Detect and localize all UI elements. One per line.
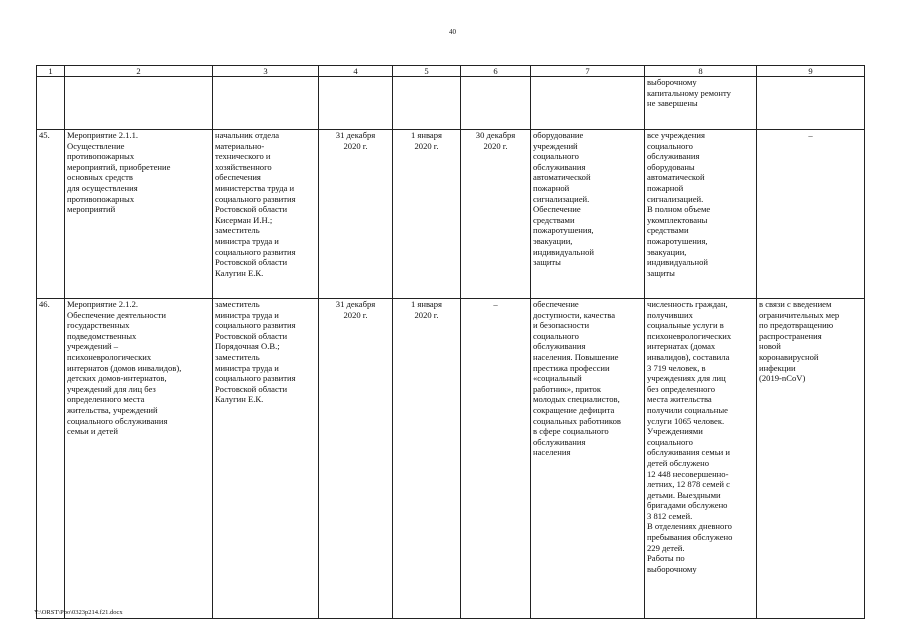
header-cell: 8 <box>645 66 757 77</box>
cell-text-line: эвакуации, <box>533 235 573 246</box>
cell-text-line: противопожарных <box>67 151 135 162</box>
table-cell-col1 <box>37 130 65 299</box>
cell-text-line: 30 декабря <box>475 130 516 140</box>
cell-text-line: населения. Повышение <box>533 351 619 362</box>
cell-text-line: социального обслуживания <box>67 415 168 426</box>
cell-text-line: 45. <box>39 130 50 140</box>
cell-text-line: министерства труда и <box>215 182 295 193</box>
header-cell: 1 <box>37 66 65 77</box>
cell-text-line: выборочному <box>647 563 697 574</box>
cell-text-line: интернатов (домов инвалидов), <box>67 362 182 373</box>
cell-text-line: услуги 1065 человек. <box>647 415 725 426</box>
cell-text-line: Обеспечение деятельности <box>67 309 167 320</box>
cell-text-line: численность граждан, <box>647 299 728 309</box>
header-cell: 7 <box>531 66 645 77</box>
cell-text-line: социальных работников <box>533 415 621 426</box>
cell-text-line: и безопасности <box>533 320 590 331</box>
cell-text-line: В отделениях дневного <box>647 521 732 532</box>
cell-text-line: сигнализацией. <box>647 193 704 204</box>
cell-text-line: коронавирусной <box>759 351 819 362</box>
table-cell-col3 <box>213 77 319 130</box>
cell-text-line: 2020 г. <box>343 309 368 320</box>
cell-text-line: Ростовской области <box>215 257 288 268</box>
header-cell: 9 <box>757 66 865 77</box>
cell-text-line: «социальный <box>533 373 582 384</box>
table-cell-col1 <box>37 299 65 619</box>
table-row <box>37 77 865 130</box>
header-cell: 5 <box>393 66 461 77</box>
cell-text-line: Калугин Е.К. <box>215 394 264 405</box>
cell-text-line: бригадами обслужено <box>647 500 728 511</box>
header-cell: 2 <box>65 66 213 77</box>
cell-text-line: индивидуальной <box>533 246 594 257</box>
table-row <box>37 299 865 619</box>
cell-text-line: детей обслужено <box>647 457 709 468</box>
table-cell-col8 <box>645 77 757 130</box>
cell-text-line: выборочному <box>647 77 697 87</box>
cell-text-line: министра труда и <box>215 235 279 246</box>
cell-text-line: хозяйственного <box>215 161 272 172</box>
cell-text-line: для осуществления <box>67 182 138 193</box>
cell-text-line: подведомственных <box>67 330 137 341</box>
cell-text-line: пожарной <box>533 182 570 193</box>
cell-text-line: пожаротушения, <box>647 235 708 246</box>
cell-text-line: Мероприятие 2.1.2. <box>67 299 139 309</box>
table-cell-col5 <box>393 77 461 130</box>
cell-text-line: социального <box>647 140 693 151</box>
cell-text-line: Кисерман И.Н.; <box>215 214 273 225</box>
cell-text-line: социального развития <box>215 246 296 257</box>
page-number: 40 <box>449 28 456 36</box>
table-cell-col1 <box>37 77 65 130</box>
header-row <box>37 66 865 77</box>
cell-text-line: заместитель <box>215 299 260 309</box>
cell-text-line: учреждениях для лиц <box>647 373 726 384</box>
cell-text-line: распространения <box>759 330 822 341</box>
table-cell-col6 <box>461 299 531 619</box>
cell-text-line: государственных <box>67 320 130 331</box>
cell-text-line: материально- <box>215 140 265 151</box>
cell-text-line: места жительства <box>647 394 712 405</box>
cell-text-line: 2020 г. <box>414 140 439 151</box>
table-cell-col9 <box>757 130 865 299</box>
header-cell: 4 <box>319 66 393 77</box>
cell-text-line: социального <box>533 151 579 162</box>
cell-text-line: определенного места <box>67 394 145 405</box>
table-cell-col5 <box>393 130 461 299</box>
cell-text-line: сокращение дефицита <box>533 404 615 415</box>
cell-text-line: 12 448 несовершенно- <box>647 468 729 479</box>
cell-text-line: 2020 г. <box>343 140 368 151</box>
cell-text-line: 3 812 семей. <box>647 510 693 521</box>
cell-text-line: социального развития <box>215 320 296 331</box>
table-cell-col6 <box>461 77 531 130</box>
cell-text-line: Учреждениями <box>647 426 703 437</box>
cell-text-line: автоматической <box>533 172 591 183</box>
cell-text-line: обслуживания семьи и <box>647 447 730 458</box>
cell-text-line: (2019-nCoV) <box>759 373 806 384</box>
cell-text-line: населения <box>533 447 571 458</box>
cell-text-line: сигнализацией. <box>533 193 590 204</box>
cell-text-line: 2020 г. <box>414 309 439 320</box>
cell-text-line: в связи с введением <box>759 299 832 309</box>
cell-text-line: психоневрологических <box>647 330 732 341</box>
cell-text-line: жительства, учреждений <box>67 404 158 415</box>
cell-text-line: 1 января <box>410 130 442 140</box>
table-cell-col7 <box>531 130 645 299</box>
cell-text-line: оборудование <box>533 130 584 140</box>
cell-text-line: обслуживания <box>533 161 586 172</box>
table-cell-col3 <box>213 130 319 299</box>
cell-text-line: детских домов-интернатов, <box>67 373 167 384</box>
cell-text-line: учреждений <box>533 140 578 151</box>
cell-text-line: оборудованы <box>647 161 695 172</box>
cell-text-line: получивших <box>647 309 693 320</box>
cell-text-line: Обеспечение <box>533 204 581 215</box>
table-cell-col2 <box>65 130 213 299</box>
cell-text-line: социального развития <box>215 373 296 384</box>
cell-text-line: не завершены <box>647 98 698 109</box>
cell-text-line: основных средств <box>67 172 133 183</box>
cell-text-line: без определенного <box>647 383 716 394</box>
cell-text-line: 229 детей. <box>647 542 685 553</box>
cell-text-line: капитальному ремонту <box>647 87 731 98</box>
cell-text-line: получили социальные <box>647 404 728 415</box>
cell-text-line: по предотвращению <box>759 320 834 331</box>
table-cell-col4 <box>319 77 393 130</box>
cell-text-line: все учреждения <box>647 130 705 140</box>
cell-text-line: – <box>808 130 813 140</box>
cell-text-line: индивидуальной <box>647 257 708 268</box>
cell-text-line: Осуществление <box>67 140 125 151</box>
cell-text-line: заместитель <box>215 225 260 236</box>
cell-text-line: пребывания обслужено <box>647 532 733 543</box>
measures-table <box>36 65 865 619</box>
cell-text-line: средствами <box>647 225 689 236</box>
file-path-footer: Y:\ORST\Ppo\0323p214.f21.docx <box>34 609 123 616</box>
cell-text-line: Ростовской области <box>215 204 288 215</box>
cell-text-line: министра труда и <box>215 362 279 373</box>
cell-text-line: мероприятий, приобретение <box>67 161 171 172</box>
table-cell-col5 <box>393 299 461 619</box>
cell-text-line: министра труда и <box>215 309 279 320</box>
table-cell-col6 <box>461 130 531 299</box>
cell-text-line: автоматической <box>647 172 705 183</box>
cell-text-line: работник», приток <box>533 383 601 394</box>
table-row <box>37 130 865 299</box>
cell-text-line: инфекции <box>759 362 796 373</box>
table-cell-col8 <box>645 130 757 299</box>
cell-text-line: инвалидов), составила <box>647 351 730 362</box>
cell-text-line: 31 декабря <box>335 130 376 140</box>
cell-text-line: социальные услуги в <box>647 320 724 331</box>
cell-text-line: технического и <box>215 151 271 162</box>
table-cell-col9 <box>757 77 865 130</box>
cell-text-line: средствами <box>533 214 575 225</box>
cell-text-line: Ростовской области <box>215 383 288 394</box>
cell-text-line: обеспечение <box>533 299 579 309</box>
cell-text-line: психоневрологических <box>67 351 152 362</box>
cell-text-line: интернатах (домах <box>647 341 716 352</box>
cell-text-line: – <box>493 299 498 309</box>
cell-text-line: Калугин Е.К. <box>215 267 264 278</box>
cell-text-line: эвакуации, <box>647 246 687 257</box>
table-cell-col9 <box>757 299 865 619</box>
cell-text-line: социального <box>533 330 579 341</box>
table-cell-col4 <box>319 299 393 619</box>
cell-text-line: семьи и детей <box>67 426 118 437</box>
cell-text-line: начальник отдела <box>215 130 280 140</box>
table-cell-col8 <box>645 299 757 619</box>
cell-text-line: детьми. Выездными <box>647 489 721 500</box>
table-cell-col2 <box>65 77 213 130</box>
cell-text-line: новой <box>759 341 781 352</box>
header-cell: 3 <box>213 66 319 77</box>
cell-text-line: защиты <box>647 267 675 278</box>
cell-text-line: учреждений для лиц без <box>67 383 156 394</box>
cell-text-line: в сфере социального <box>533 426 609 437</box>
cell-text-line: защиты <box>533 257 561 268</box>
cell-text-line: престижа профессии <box>533 362 610 373</box>
cell-text-line: молодых специалистов, <box>533 394 620 405</box>
cell-text-line: обслуживания <box>647 151 700 162</box>
cell-text-line: Работы по <box>647 553 685 564</box>
cell-text-line: 31 декабря <box>335 299 376 309</box>
cell-text-line: противопожарных <box>67 193 135 204</box>
cell-text-line: заместитель <box>215 351 260 362</box>
table-cell-col4 <box>319 130 393 299</box>
cell-text-line: 3 719 человек, в <box>647 362 706 373</box>
cell-text-line: Мероприятие 2.1.1. <box>67 130 139 140</box>
cell-text-line: пожаротушения, <box>533 225 594 236</box>
cell-text-line: В полном объеме <box>647 204 711 215</box>
table-cell-col7 <box>531 77 645 130</box>
cell-text-line: обеспечения <box>215 172 261 183</box>
cell-text-line: доступности, качества <box>533 309 616 320</box>
cell-text-line: социального развития <box>215 193 296 204</box>
cell-text-line: Порядочная О.В.; <box>215 341 280 352</box>
cell-text-line: пожарной <box>647 182 684 193</box>
header-cell: 6 <box>461 66 531 77</box>
cell-text-line: 1 января <box>410 299 442 309</box>
cell-text-line: ограничительных мер <box>759 309 840 320</box>
cell-text-line: обслуживания <box>533 436 586 447</box>
cell-text-line: укомплектованы <box>647 214 708 225</box>
cell-text-line: 2020 г. <box>483 140 508 151</box>
table-cell-col3 <box>213 299 319 619</box>
cell-text-line: Ростовской области <box>215 330 288 341</box>
cell-text-line: летних, 12 878 семей с <box>647 479 730 490</box>
cell-text-line: обслуживания <box>533 341 586 352</box>
cell-text-line: мероприятий <box>67 204 116 215</box>
cell-text-line: социального <box>647 436 693 447</box>
cell-text-line: учреждений – <box>67 341 119 352</box>
cell-text-line: 46. <box>39 299 50 309</box>
table-cell-col7 <box>531 299 645 619</box>
table-cell-col2 <box>65 299 213 619</box>
